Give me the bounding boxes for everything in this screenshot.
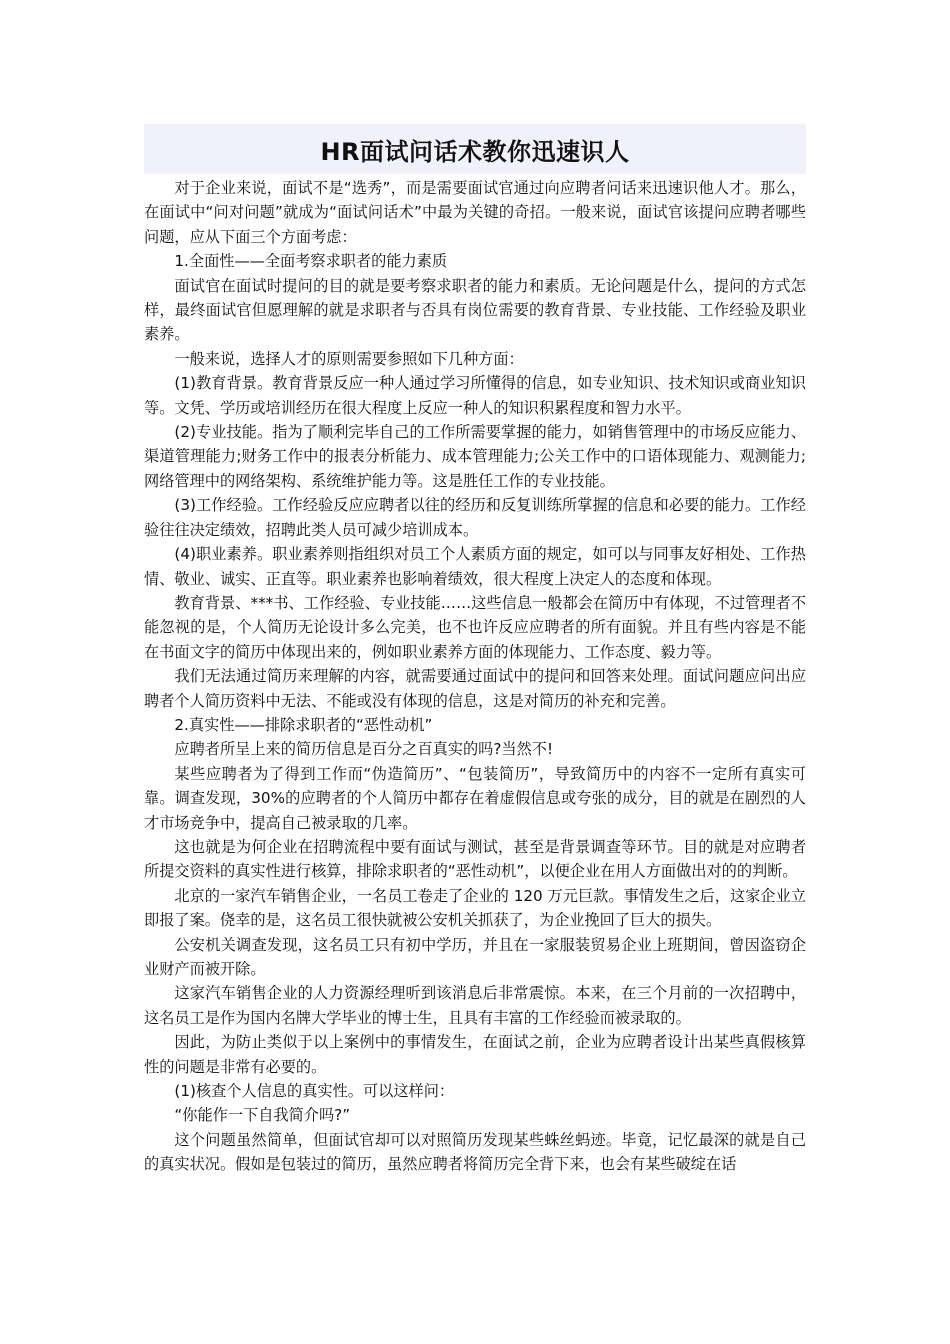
paragraph: 对于企业来说，面试不是“选秀”，而是需要面试官通过向应聘者问话来迅速识他人才。那么，在面试中“问对问题”就成为“面试问话术”中最为关键的奇招。一般来说，面试官该提问应聘者哪些问题，应从下面三个方面考虑： [144,179,806,246]
list-item: (1)教育背景。教育背景反应一种人通过学习所懂得的信息，如专业知识、技术知识或商业知识等。文凭、学历或培训经历在很大程度上反应一种人的知识积累程度和智力水平。 [144,374,806,417]
document-body [144,176,806,1177]
paragraph: 因此，为防止类似于以上案例中的事情发生，在面试之前，企业为应聘者设计出某些真假核算性的问题是非常有必要的。 [144,1033,806,1076]
section-heading: 2.真实性——排除求职者的“恶性动机” [174,715,433,734]
paragraph: 面试官在面试时提问的目的就是要考察求职者的能力和素质。无论问题是什么，提问的方式怎样，最终面试官但愿理解的就是求职者与否具有岗位需要的教育背景、专业技能、工作经验及职业素养。 [144,276,806,344]
paragraph: 教育背景、***书、工作经验、专业技能……这些信息一般都会在简历中有体现，不过管理者不能忽视的是，个人简历无论设计多么完美，也不也许反应应聘者的所有面貌。并且有些内容是不能在书面文字的简历中体现出来的，例如职业素养方面的体现能力、工作态度、毅力等。 [144,593,806,661]
paragraph: 这也就是为何企业在招聘流程中要有面试与测试，甚至是背景调查等环节。目的就是对应聘者所提交资料的真实性进行核算，排除求职者的“恶性动机”，以便企业在用人方面做出对的的判断。 [144,837,806,881]
paragraph: 应聘者所呈上来的简历信息是百分之百真实的吗?当然不! [174,740,554,759]
paragraph: 一般来说，选择人才的原则需要参照如下几种方面： [174,349,524,368]
title-band [144,124,806,174]
quoted-question: “你能作一下自我简介吗?” [174,1106,351,1125]
document-page [144,124,806,1177]
list-item: (3)工作经验。工作经验反应应聘者以往的经历和反复训练所掌握的信息和必要的能力。工作经验往往决定绩效，招聘此类人员可减少培训成本。 [144,496,806,539]
paragraph: 我们无法通过简历来理解的内容，就需要通过面试中的提问和回答来处理。面试问题应问出应聘者个人简历资料中无法、不能或没有体现的信息，这是对简历的补充和完善。 [144,667,806,710]
paragraph: 这家汽车销售企业的人力资源经理听到该消息后非常震惊。本来，在三个月前的一次招聘中，这名员工是作为国内名牌大学毕业的博士生，且具有丰富的工作经验而被录取的。 [144,984,806,1027]
paragraph: 这个问题虽然简单，但面试官却可以对照简历发现某些蛛丝蚂迹。毕竟，记忆最深的就是自己的真实状况。假如是包装过的简历，虽然应聘者将简历完全背下来，也会有某些破绽在话 [144,1130,806,1174]
list-item: (2)专业技能。指为了顺利完毕自己的工作所需要掌握的能力，如销售管理中的市场反应能力、渠道管理能力;财务工作中的报表分析能力、成本管理能力;公关工作中的口语体现能力、观测能力;网络管理中的网络架构、系统维护能力等。这是胜任工作的专业技能。 [144,423,806,490]
paragraph: 北京的一家汽车销售企业，一名员工卷走了企业的 120 万元巨款。事情发生之后，这家企业立即报了案。侥幸的是，这名员工很快就被公安机关抓获了，为企业挽回了巨大的损失。 [144,886,806,930]
list-item: (1)核查个人信息的真实性。可以这样问： [174,1082,455,1101]
paragraph: 公安机关调查发现，这名员工只有初中学历，并且在一家服装贸易企业上班期间，曾因盗窃企业财产而被开除。 [144,935,806,978]
list-item: (4)职业素养。职业素养则指组织对员工个人素质方面的规定，如可以与同事友好相处、工作热情、敬业、诚实、正直等。职业素养也影响着绩效，很大程度上决定人的态度和体现。 [144,545,806,588]
paragraph: 某些应聘者为了得到工作而“伪造简历”、“包装简历”，导致简历中的内容不一定所有真实可靠。调查发现，30%的应聘者的个人简历中都存在着虚假信息或夸张的成分，目的就是在剧烈的人才市场竞争中，提高自己被录取的几率。 [144,764,806,832]
document-title: HR面试问话术教你迅速识人 [320,137,630,166]
section-heading: 1.全面性——全面考察求职者的能力素质 [174,252,448,271]
